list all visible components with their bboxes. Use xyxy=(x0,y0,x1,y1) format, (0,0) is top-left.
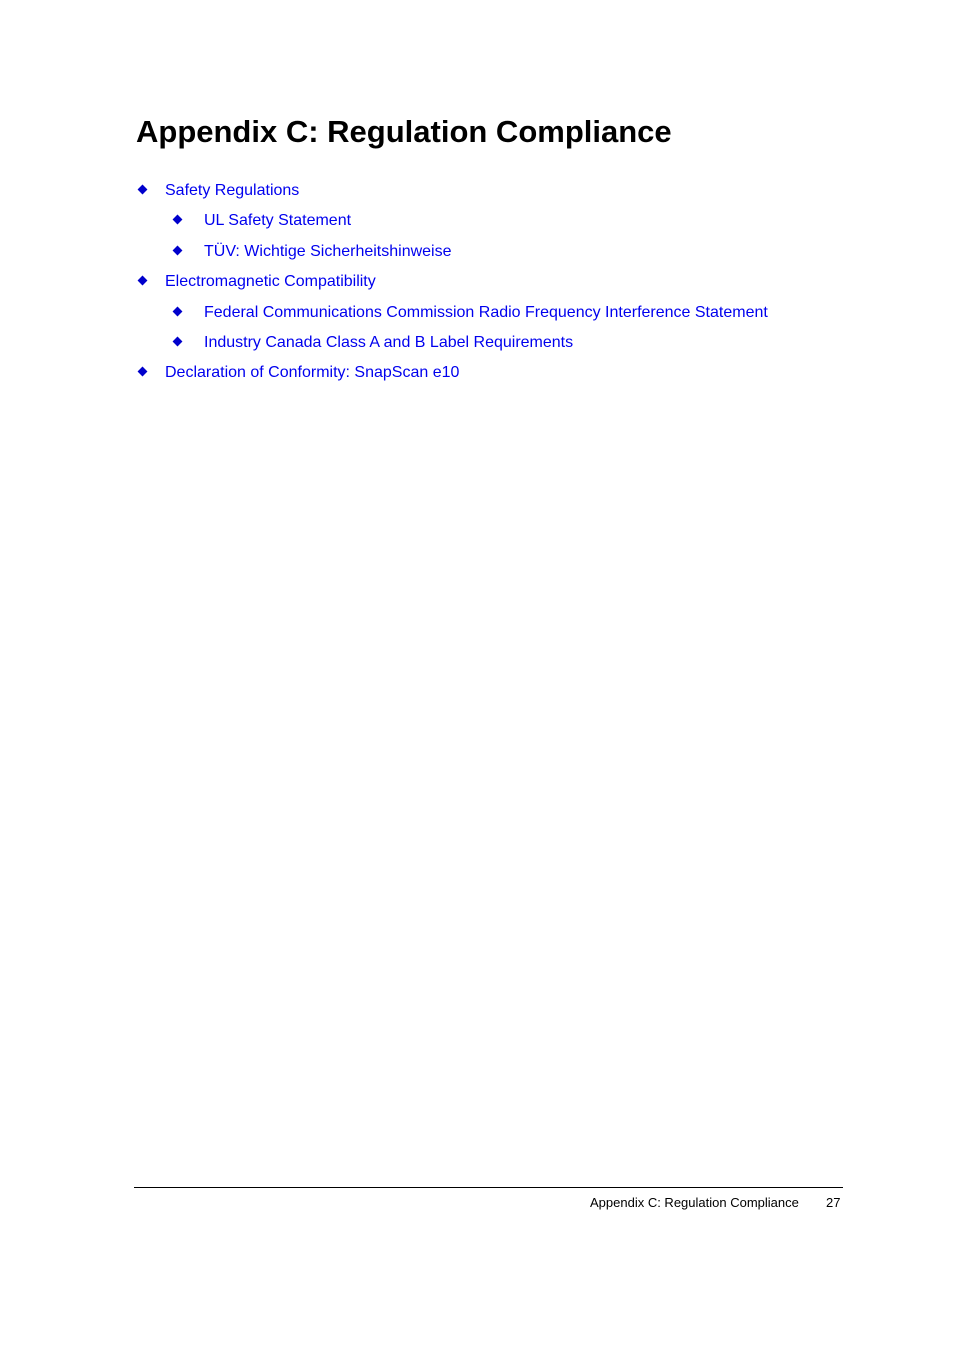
table-of-contents xyxy=(0,0,954,400)
link-fcc-statement[interactable]: Federal Communications Commission Radio Frequency Interference Statement xyxy=(204,304,768,321)
link-tuv-sicherheitshinweise[interactable]: TÜV: Wichtige Sicherheitshinweise xyxy=(204,243,452,260)
link-industry-canada-label[interactable]: Industry Canada Class A and B Label Requirements xyxy=(204,334,574,351)
diamond-bullet-icon xyxy=(138,367,148,377)
footer-page-number: 27 xyxy=(826,1195,841,1210)
diamond-bullet-icon xyxy=(138,185,148,195)
link-declaration-of-conformity[interactable]: Declaration of Conformity: SnapScan e10 xyxy=(165,364,460,381)
link-safety-regulations[interactable]: Safety Regulations xyxy=(165,182,300,199)
diamond-bullet-icon xyxy=(173,307,183,317)
link-ul-safety-statement[interactable]: UL Safety Statement xyxy=(204,212,352,229)
page-title: Appendix C: Regulation Compliance xyxy=(136,114,672,149)
diamond-bullet-icon xyxy=(173,215,183,225)
footer-divider xyxy=(134,1187,843,1188)
diamond-bullet-icon xyxy=(173,337,183,347)
link-electromagnetic-compatibility[interactable]: Electromagnetic Compatibility xyxy=(165,273,376,290)
diamond-bullet-icon xyxy=(138,276,148,286)
footer-chapter-title: Appendix C: Regulation Compliance xyxy=(590,1195,799,1210)
diamond-bullet-icon xyxy=(173,246,183,256)
